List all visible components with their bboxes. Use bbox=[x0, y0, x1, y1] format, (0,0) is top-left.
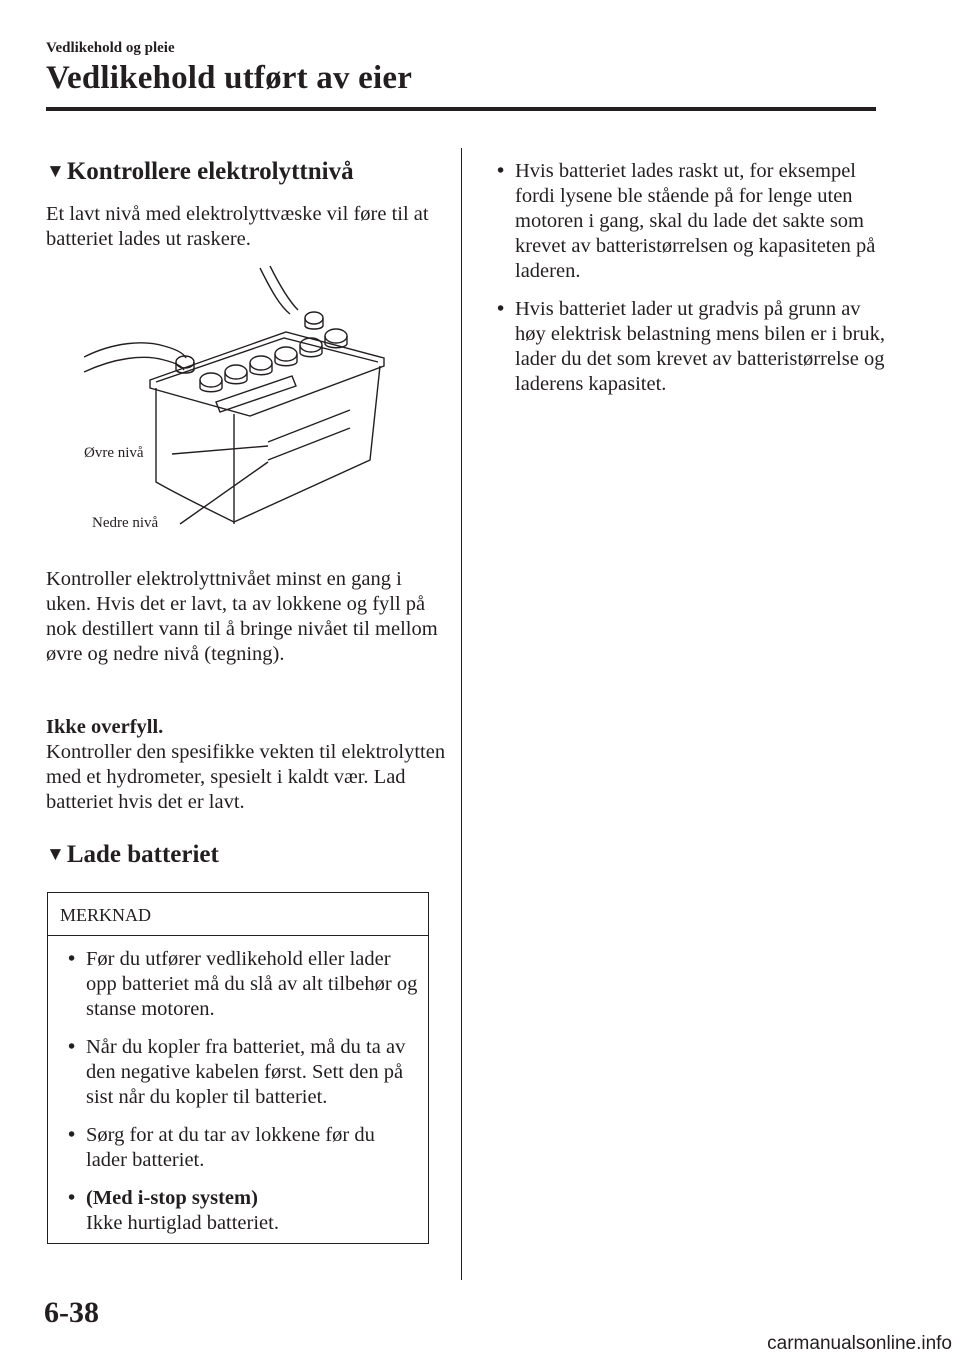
title-rule bbox=[46, 107, 876, 111]
bullet-dot-icon: • bbox=[68, 1187, 76, 1209]
bullet-dot-icon: • bbox=[68, 948, 76, 970]
right-column-list bbox=[491, 159, 891, 410]
watermark: carmanualsonline.info bbox=[767, 1333, 952, 1354]
upper-level-label: Øvre nivå bbox=[84, 445, 144, 461]
page-number: 6-38 bbox=[44, 1296, 99, 1329]
check-paragraph: Kontroller elektrolyttnivået minst en gang i uken. Hvis det er lavt, ta av lokkene og fyll på nok destillert vann til å bringe nivået til mellom øvre og nedre nivå (tegning). bbox=[46, 568, 438, 665]
triangle-down-icon: ▼ bbox=[46, 844, 65, 865]
note-list bbox=[48, 936, 428, 1236]
heading-electrolyte-level: ▼Kontrollere elektrolyttnivå bbox=[46, 158, 354, 185]
battery-diagram bbox=[84, 262, 414, 544]
list-item: • Hvis batteriet lades raskt ut, for eksempel fordi lysene ble stående på for lenge uten motoren i gang, skal du lade det sakte som krevet av batteristørrelsen og kapasiteten på laderen. bbox=[497, 160, 876, 282]
list-item: • Når du kopler fra batteriet, må du ta av den negative kabelen først. Sett den på sist når du kopler til batteriet. bbox=[68, 1036, 406, 1108]
list-item: • Før du utfører vedlikehold eller lader opp batteriet må du slå av alt tilbehør og stanse motoren. bbox=[68, 948, 418, 1020]
column-divider bbox=[461, 148, 462, 1280]
bullet-dot-icon: • bbox=[68, 1124, 76, 1146]
heading-charge-battery: ▼Lade batteriet bbox=[46, 841, 219, 868]
intro-paragraph: Et lavt nivå med elektrolyttvæske vil føre til at batteriet lades ut raskere. bbox=[46, 203, 429, 250]
page-title: Vedlikehold utført av eier bbox=[46, 60, 413, 96]
bullet-dot-icon: • bbox=[68, 1036, 76, 1058]
triangle-down-icon: ▼ bbox=[46, 161, 65, 182]
list-item: • Sørg for at du tar av lokkene før du lader batteriet. bbox=[68, 1124, 375, 1171]
note-title: MERKNAD bbox=[48, 893, 428, 936]
note-box bbox=[47, 892, 429, 1244]
list-item: • (Med i-stop system) Ikke hurtiglad batteriet. bbox=[68, 1187, 279, 1234]
overfill-warning: Ikke overfyll. bbox=[46, 716, 164, 738]
list-item: • Hvis batteriet lader ut gradvis på grunn av høy elektrisk belastning mens bilen er i bruk, lader du det som krevet av batteristørrelse og laderens kapasitet. bbox=[497, 298, 886, 395]
lower-level-label: Nedre nivå bbox=[92, 515, 159, 531]
section-label: Vedlikehold og pleie bbox=[46, 40, 175, 56]
bullet-dot-icon: • bbox=[497, 298, 505, 320]
bullet-dot-icon: • bbox=[497, 160, 505, 182]
overfill-paragraph: Ikke overfyll. Kontroller den spesifikke vekten til elektrolytten med et hydrometer, spesielt i kaldt vær. Lad batteriet hvis det er lavt. bbox=[46, 716, 446, 813]
